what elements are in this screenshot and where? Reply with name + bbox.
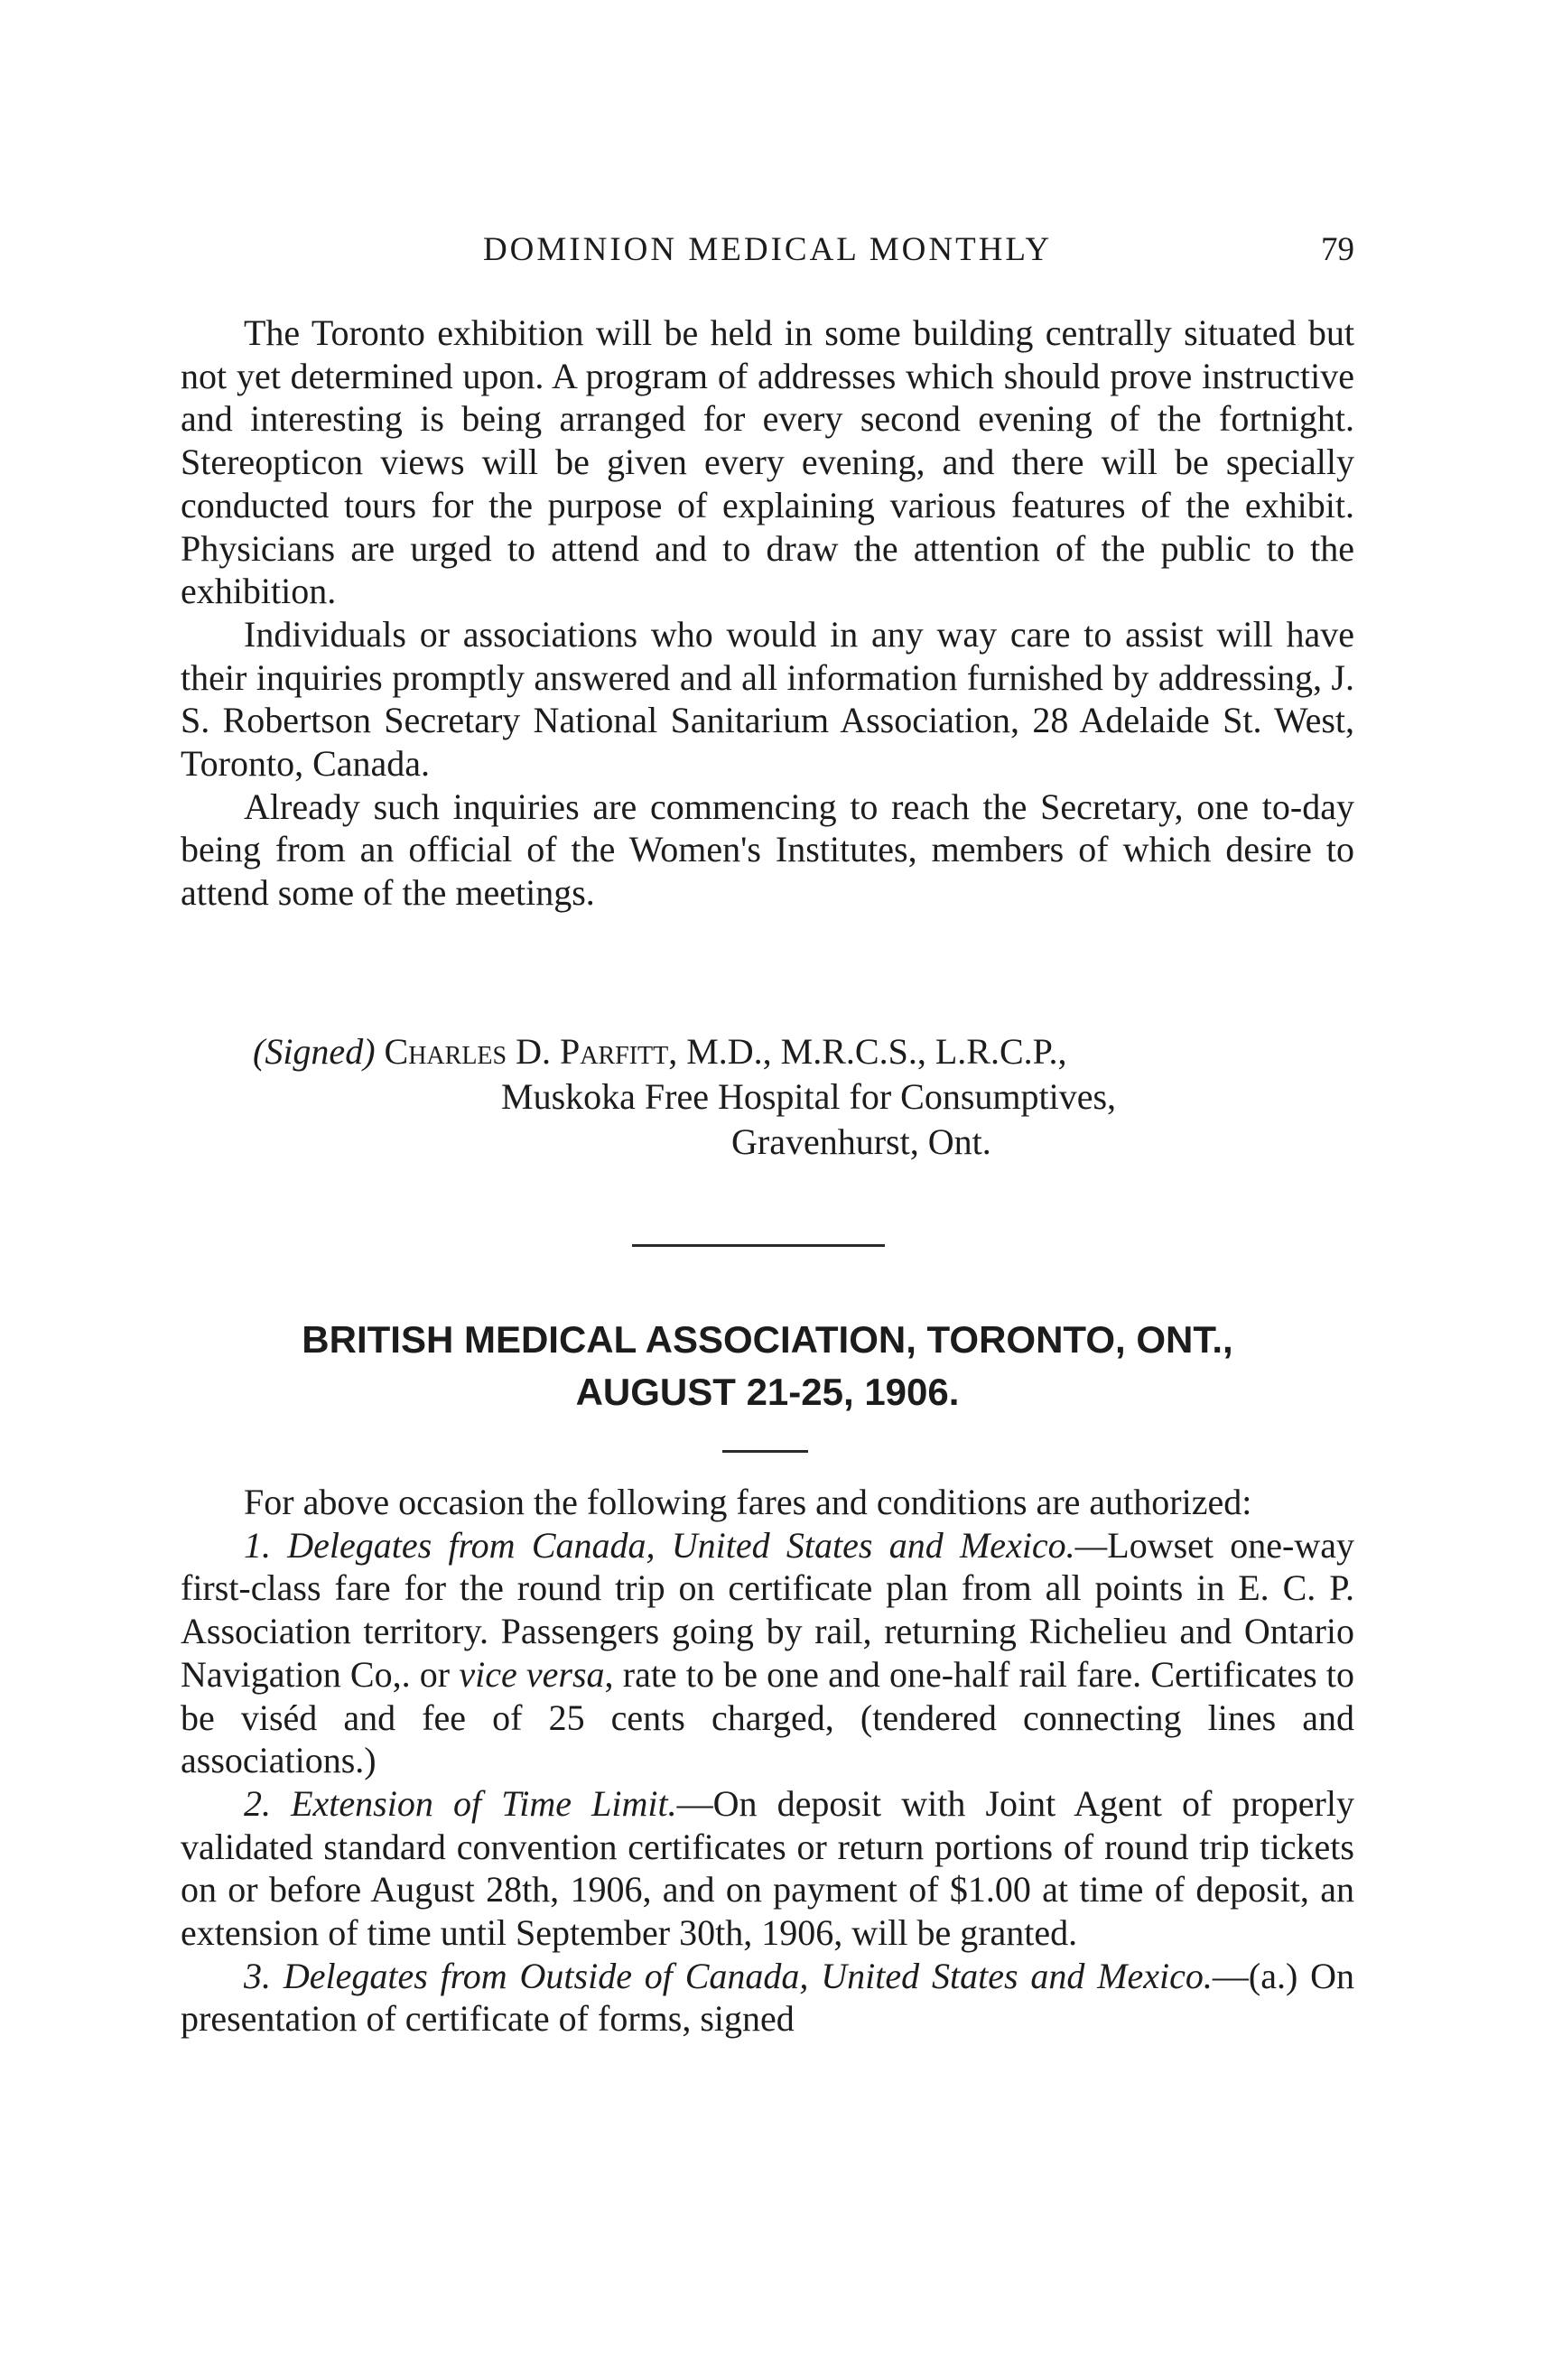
item-1-vice-versa: vice versa [459, 1653, 605, 1695]
heading-underline [722, 1450, 808, 1453]
upper-body [181, 311, 1354, 915]
section-heading [181, 1314, 1354, 1418]
page-number: 79 [1321, 231, 1354, 268]
paragraph-exhibition: The Toronto exhibition will be held in some building centrally situated but not yet determined upon. A program of addresses which should prove instructive and interesting is being arranged for every second evening of the fortnight. Stereopticon views will be given every evening, and there will be specially conducted tours for the purpose of explaining various features of the exhibit. Physicians are urged to attend and to draw the attention of the public to the exhibition. [181, 312, 1354, 612]
paragraph-inquiries: Individuals or associations who would in any way care to assist will have their inquiries promptly answered and all information furnished by addressing, J. S. Robertson Secretary National Sanitarium Association, 28 Adelaide St. West, Toronto, Canada. [181, 613, 1354, 785]
item-1-label: 1. Delegates from Canada, United States and Mexico.— [244, 1524, 1108, 1566]
signatory-location: Gravenhurst, Ont. [731, 1121, 991, 1162]
paragraph-intro: For above occasion the following fares and conditions are authorized: [244, 1482, 1252, 1522]
item-1-text-cont: , rate to be one and one-half rail fare. Certificates to be viséd and fee of 25 cents charged, (tendered connecting lines and associations.) [181, 1653, 1355, 1781]
signed-label: (Signed) [253, 1031, 376, 1072]
item-3-label: 3. Delegates from Outside of Canada, United States and Mexico. [244, 1955, 1213, 1996]
section-heading-line1: BRITISH MEDICAL ASSOCIATION, TORONTO, ONT., [302, 1318, 1233, 1361]
signature-block [181, 1029, 1354, 1165]
item-1 [181, 1524, 1354, 1782]
running-title: DOMINION MEDICAL MONTHLY [482, 231, 1053, 268]
item-1-text: Lowset one-way first-class fare for the round trip on certificate plan from all points in E. C. P. Association territory. Passengers going by rail, returning Richelieu and Ontario Navigation Co,. or [181, 1524, 1355, 1695]
section-heading-line2: AUGUST 21-25, 1906. [575, 1371, 960, 1413]
signatory-name: Charles D. Parfitt, M.D., M.R.C.S., L.R.C.P., [384, 1031, 1067, 1072]
item-2 [181, 1782, 1354, 1955]
item-2-text: —On deposit with Joint Agent of properly validated standard convention certificates or return portions of round trip tickets on or before August 28th, 1906, and on payment of $1.00 at time of deposit, an extension of time until September 30th, 1906, will be granted. [181, 1782, 1354, 1954]
paragraph-already: Already such inquiries are commencing to reach the Secretary, one to-day being from an official of the Women's Institutes, members of which desire to attend some of the meetings. [181, 786, 1354, 914]
signature-name-line [181, 1029, 1354, 1074]
item-2-label: 2. Extension of Time Limit. [244, 1782, 677, 1824]
section-divider [632, 1244, 885, 1247]
item-3-text: —(a.) On presentation of certificate of forms, signed [181, 1955, 1355, 2040]
running-header [181, 230, 1354, 284]
signatory-institution: Muskoka Free Hospital for Consumptives, [501, 1076, 1117, 1117]
lower-body [181, 1481, 1354, 2041]
item-3 [181, 1955, 1354, 2041]
